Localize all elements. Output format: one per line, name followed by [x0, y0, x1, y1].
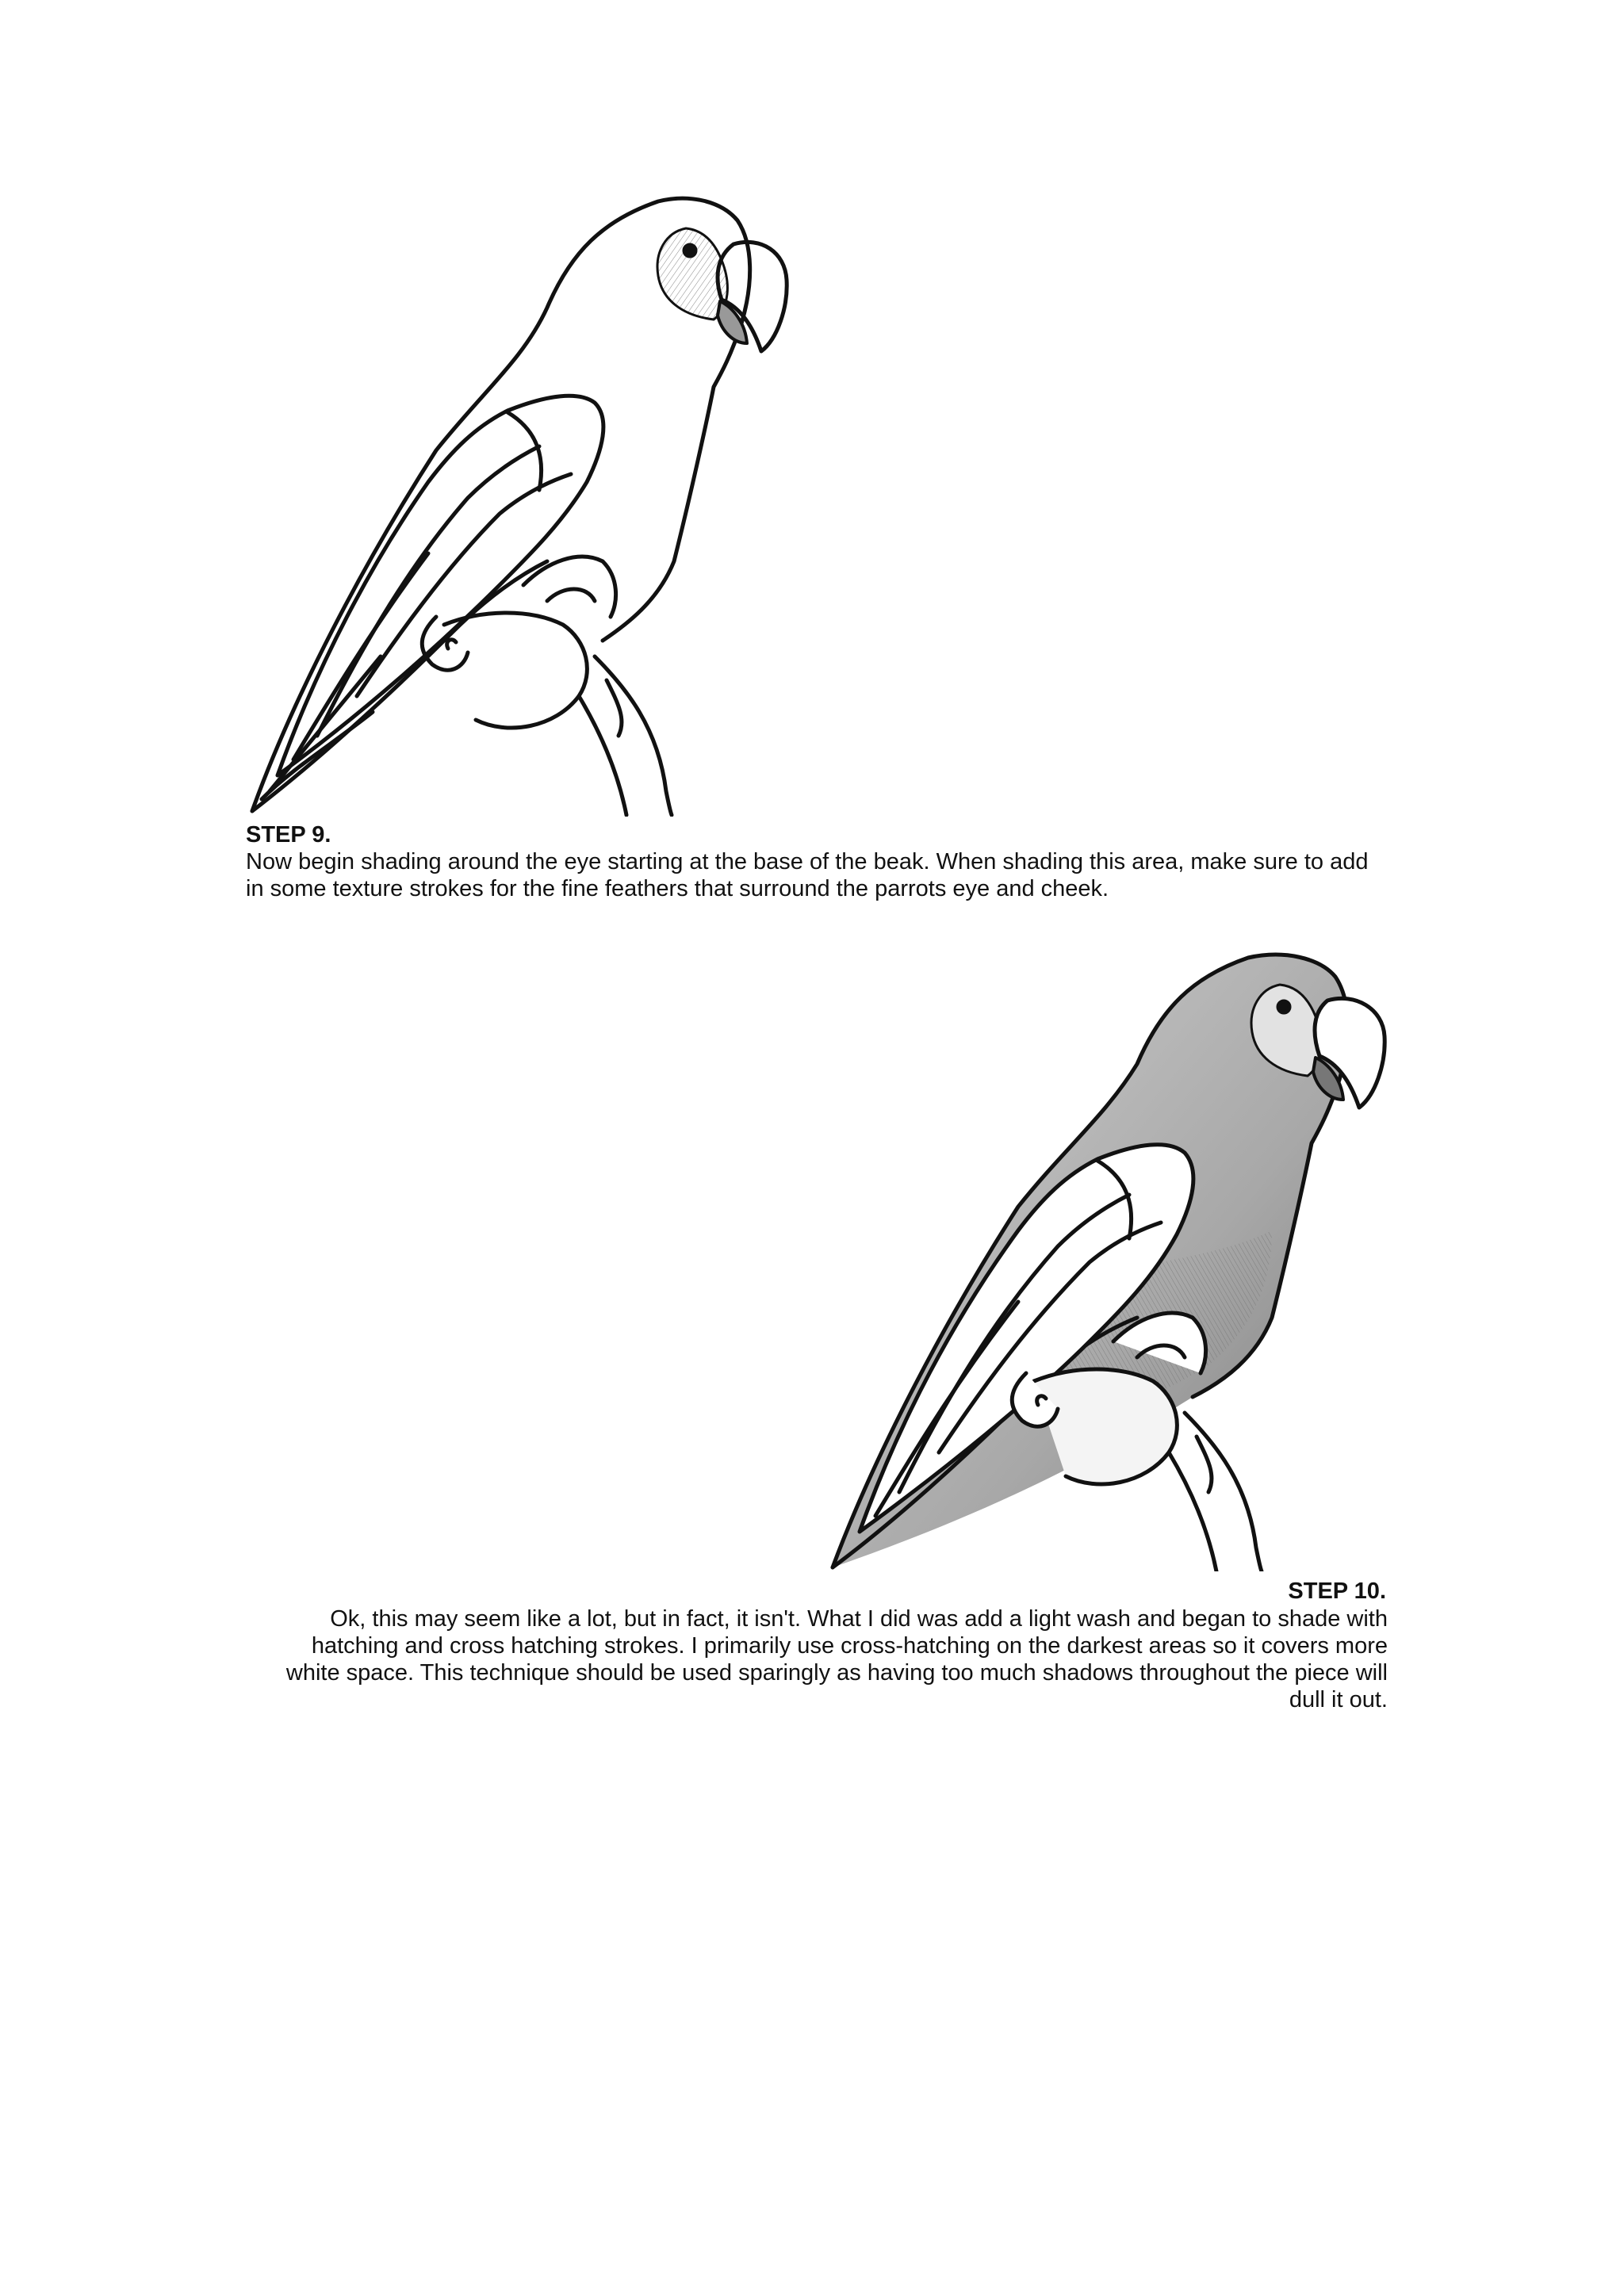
step-9-parrot-illustration: [246, 189, 793, 817]
parrot-shaded-icon: [828, 945, 1396, 1571]
step-10-title: STEP 10.: [1288, 1578, 1386, 1604]
step-10-parrot-illustration: [828, 945, 1396, 1571]
step-9-title: STEP 9.: [246, 822, 331, 848]
step-10-description: Ok, this may seem like a lot, but in fact, it isn't. What I did was add a light wash and began to shade with hatching and cross hatching strokes. I primarily use cross-hatching on the darkest areas so it covers more white space. This technique should be used sparingly as having too much shadows throughout the piece will dull it out.: [285, 1606, 1388, 1712]
step-9-description: Now begin shading around the eye starting at the base of the beak. When shading this area, make sure to add in some texture strokes for the fine feathers that surround the parrots eye and cheek.: [246, 849, 1369, 901]
parrot-line-art-icon: [246, 189, 793, 817]
